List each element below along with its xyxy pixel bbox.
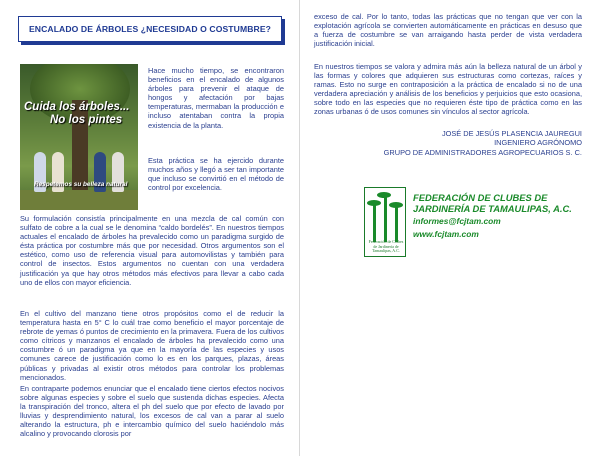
logo-caption: Federación de Clubes de Jardinería de Tamaulipas, A.C.: [368, 239, 404, 254]
article-photo: [20, 64, 138, 210]
palm-frond: [389, 202, 403, 208]
contact-email[interactable]: informes@fcjtam.com: [413, 216, 501, 226]
paragraph-beauty: En nuestros tiempos se valora y admira más aún la belleza natural de un árbol y las formas y colores que adquieren sus estructuras como cortezas, raíces y ramas. Esto no surge en contraposición a la práctica de encalado si no de una verdadera apreciación y análisis de los beneficios y perjuicios que esto ocasiona, sobre todo en las especies que no requieren éste tipo de práctica como en las zonas urbanas ó de usos comunes sin vínculos al sector agrícola.: [314, 62, 582, 117]
federation-name-line1: FEDERACIÓN DE CLUBES DE: [413, 192, 548, 203]
paragraph-apple: En el cultivo del manzano tiene otros propósitos como el de reducir la temperatura hasta en 5° C lo cuál trae como beneficio el mayor porcentaje de rebrote de yemas ó puntos de crecimiento en la primavera. Fuera de los cultivos como cítricos y manzanos el encalado de árboles ha prevalecido como una costumbre ó un paradigma ya que en la mayoría de las especies y usos comunes carece de justificación como lo es en los parques, plazas, áreas públicas y privadas al existir otros métodos para controlar los problemas mencionados.: [20, 309, 284, 382]
paragraph-excess: exceso de cal. Por lo tanto, todas las prácticas que no tengan que ver con la explotación agrícola se convierten automáticamente en prácticas en desuso que a fuerza de costumbre se van arraigando hasta perder de vista verdadera justificación inicial.: [314, 12, 582, 49]
federation-name-line2: JARDINERÍA DE TAMAULIPAS, A.C.: [413, 203, 572, 214]
palm-trunk: [373, 202, 376, 242]
federation-logo: [364, 187, 406, 257]
photo-caption-bottom: Respetemos su belleza natural: [34, 181, 128, 188]
photo-caption-line2: No los pintes: [50, 114, 123, 126]
paragraph-intro: Hace mucho tiempo, se encontraron beneficios en el encalado de algunos árboles para prevenir el ataque de hongos y afectación por bajas temperaturas, mermaban la producción e incluso atentaban contra la propia existencia de la planta.: [148, 66, 284, 130]
paragraph-practice: Esta práctica se ha ejercido durante muchos años y llegó a ser tan importante que incluso se convirtió en el método de control por excelencia.: [148, 156, 284, 193]
photo-caption-line1: Cuida los árboles...: [24, 101, 130, 113]
palm-trunk: [395, 204, 398, 242]
paragraph-contrary: En contraparte podemos enunciar que el encalado tiene ciertos efectos nocivos sobre algunas especies y sobre el suelo que sustenda dichas especies. Afecta la transpiración del tronco, altera el ph del suelo que por efecto de lavado por lluvias y desprendimiento natural, los excesos de cal van a parar al suelo alterando la estructura, ph e intercambio químico del suelo haciéndolo más alcalino y provocando clorosis por: [20, 384, 284, 439]
paragraph-formula: Su formulación consistía principalmente en una mezcla de cal común con sulfato de cobre a la cual se le denomina “caldo bordelés”. En nuestros tiempos actuales el encalado de árboles ha prevalecido como un paradigma surgido de ésta práctica por costumbre más que por necesidad. Otros argumentos son el estético, como uso de referencia visual para automovilistas y también para control de insectos. Estos argumentos no cuentan con una verdadera justificación ya que hay otros métodos más efectivos para llevar a cabo cada uno de ellos con mayor eficiencia.: [20, 214, 284, 287]
author-name: JOSÉ DE JESÚS PLASENCIA JAUREGUI: [441, 129, 582, 138]
palm-trunk: [384, 194, 387, 242]
contact-website[interactable]: www.fcjtam.com: [413, 229, 479, 239]
author-signature: [384, 129, 582, 157]
article-title: ENCALADO DE ÁRBOLES ¿NECESIDAD O COSTUMBRE?: [28, 24, 272, 34]
photo-ground: [20, 190, 138, 210]
palm-frond: [367, 200, 381, 206]
palm-frond: [377, 192, 391, 198]
federation-name: [413, 192, 572, 214]
author-group: GRUPO DE ADMINISTRADORES AGROPECUARIOS S. C.: [383, 147, 582, 157]
article-title-box: [18, 16, 282, 42]
author-role: INGENIERO AGRÓNOMO: [494, 138, 582, 148]
